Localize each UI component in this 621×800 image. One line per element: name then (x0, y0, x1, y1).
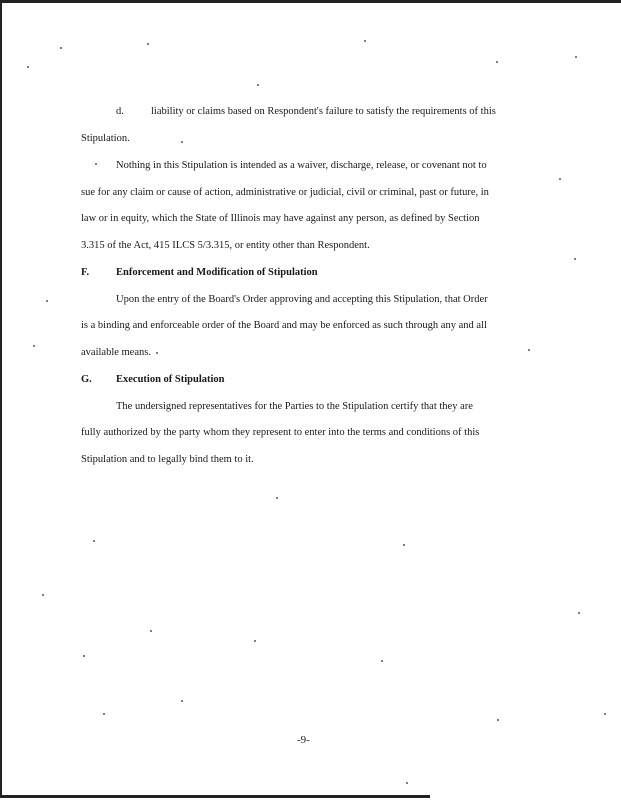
section-g-title: Execution of Stipulation (116, 374, 225, 385)
section-f-title: Enforcement and Modification of Stipulation (116, 267, 318, 278)
scan-border-left (0, 0, 2, 798)
paragraph-line: sue for any claim or cause of action, administrative or judicial, civil or criminal, past or future, in (81, 187, 489, 198)
scan-border-bottom (0, 795, 430, 798)
section-g-line: The undersigned representatives for the Parties to the Stipulation certify that they are (116, 401, 473, 412)
scan-border-top (0, 0, 621, 3)
section-f-line: available means. (81, 347, 151, 358)
paragraph-line: 3.315 of the Act, 415 ILCS 5/3.315, or entity other than Respondent. (81, 240, 370, 251)
paragraph-line: Nothing in this Stipulation is intended as a waiver, discharge, release, or covenant not to (116, 160, 487, 171)
item-d-label: d. (116, 106, 124, 117)
section-f-line: is a binding and enforceable order of the Board and may be enforced as such through any and all (81, 320, 487, 331)
item-d-text: liability or claims based on Respondent's failure to satisfy the requirements of this (151, 106, 496, 117)
section-g-line: fully authorized by the party whom they represent to enter into the terms and conditions of this (81, 427, 480, 438)
section-g-letter: G. (81, 374, 92, 385)
section-g-line: Stipulation and to legally bind them to it. (81, 454, 254, 465)
section-f-letter: F. (81, 267, 90, 278)
item-d-continuation: Stipulation. (81, 133, 130, 144)
paragraph-line: law or in equity, which the State of Illinois may have against any person, as defined by Section (81, 213, 480, 224)
section-f-line: Upon the entry of the Board's Order approving and accepting this Stipulation, that Order (116, 294, 488, 305)
page-number: -9- (297, 734, 310, 746)
